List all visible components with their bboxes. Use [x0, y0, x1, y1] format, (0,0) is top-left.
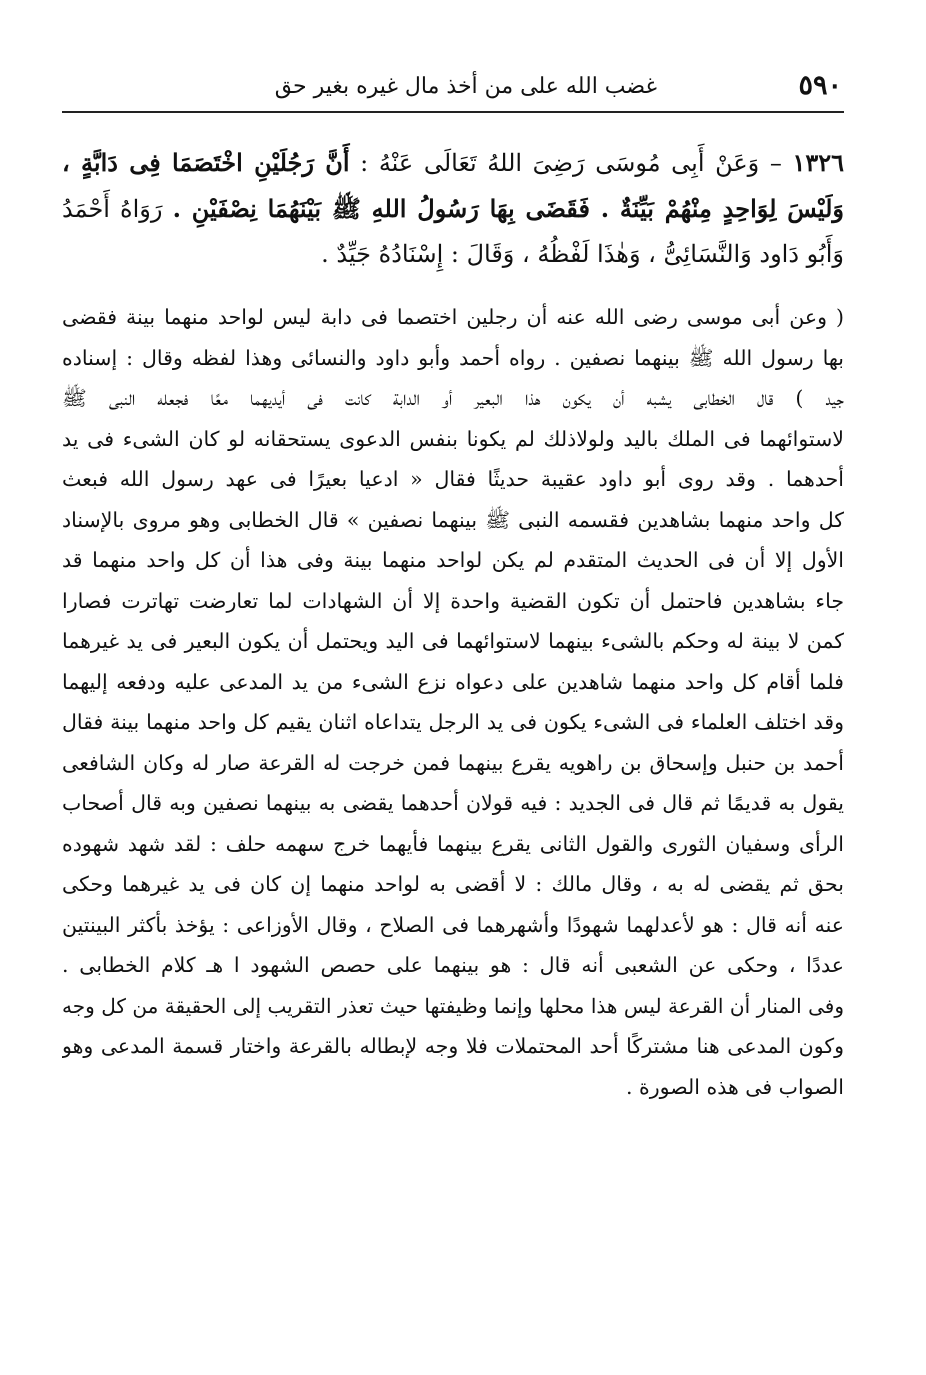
commentary-line: عددًا ، وحكى عن الشعبى أنه قال : هو بينهما على حصص الشهود ا هـ كلام الخطابى .: [62, 953, 844, 977]
commentary-line: فلما أقام كل واحد منهما شاهدين على دعواه نزع الشىء من يد المدعى عليه ودفعه إليهما: [62, 669, 844, 694]
chapter-title: غضب الله على من أخذ مال غيره بغير حق: [274, 74, 657, 99]
commentary-line: يقول به قديمًا ثم قال فى الجديد : فيه قولان أحدهما يقضى به بينهما نصفين وبه قال أصحاب: [62, 791, 844, 815]
page-number: ٥٩٠: [798, 70, 842, 101]
commentary-line: وقد اختلف العلماء فى الشىء يكون فى يد الرجل يتداعاه اثنان يقيم كل واحد منهما بينة فقال: [62, 710, 844, 734]
commentary-line: جاء بشاهدين فاحتمل أن تكون القضية واحدة إلا أن الشهادات لما تعارضت تهاترت فصارا: [62, 588, 844, 613]
hadith-number: ١٣٢٦: [792, 148, 844, 177]
commentary-line: الأول إلا أن فى الحديث المتقدم لم يكن لواحد منهما بينة وفى هذا أن كل واحد منهما قد: [62, 548, 844, 572]
commentary-line: الصواب فى هذه الصورة .: [625, 1074, 844, 1099]
hadith-matn: أَنَّ رَجُلَيْنِ اخْتَصَمَا فِى دَابَّةٍ ، وَلَيْسَ لِوَاحِدٍ مِنْهُمْ بَيِّنَةٌ . فَقَضَى بِهَا رَسُولُ اللهِ ﷺ بَيْنَهُمَا نِصْفَيْنِ .: [62, 148, 845, 223]
commentary-line: ( وعن أبى موسى رضى الله عنه أن رجلين اختصما فى دابة ليس لواحد منهما بينة فقضى: [62, 305, 844, 329]
commentary-line: لاستوائهما فى الملك باليد ولولاذلك لم يكونا بنفس الدعوى يستحقانه لو كان الشىء فى يد: [62, 426, 844, 451]
running-header: [62, 68, 842, 108]
commentary-line: كمن لا بينة له وحكم بالشىء بينهما لاستوائهما فى اليد ويحتمل أن يكون البعير فى يد غيرهما: [62, 629, 844, 653]
hadith-takhrij: رَوَاهُ أَحْمَدُ وَأَبُو دَاود وَالنَّسَائِىُّ ، وَهٰذَا لَفْظُهُ ، وَقَالَ : إِسْنَادُهُ جَيِّدٌ .: [62, 195, 844, 268]
commentary-line: بحق ثم يقضى له به ، وقال مالك : لا أقضى به لواحد منهما إن كان فى يد غيرهما وحكى: [62, 872, 844, 896]
hadith-isnad: وَعَنْ أَبِى مُوسَى رَضِىَ اللهُ تَعَالَى عَنْهُ :: [349, 149, 760, 177]
header-divider: [62, 111, 844, 113]
commentary-line: وفى المنار أن القرعة ليس هذا محلها وإنما وظيفتها حيث تعذر التقريب إلى الحقيقة من كل وجه: [62, 993, 844, 1018]
commentary-line: وكون المدعى هنا مشتركًا أحد المحتملات فلا وجه لإبطاله بالقرعة واختار قسمة المدعى وهو: [62, 1034, 844, 1058]
commentary-line: أحمد بن حنبل وإسحاق بن راهويه يقرع بينهما فمن خرجت له القرعة صار له وكان الشافعى: [62, 750, 844, 775]
commentary-line: عنه أنه قال : هو لأعدلهما شهودًا وأشهرهما فى الصلاح ، وقال الأوزاعى : يؤخذ بأكثر البينتين: [62, 912, 844, 937]
commentary-line: كل واحد منهما بشاهدين فقسمه النبى ﷺ بينهما نصفين » قال الخطابى وهو مروى بالإسناد: [62, 507, 844, 532]
commentary-line: جيد ) قال الخطابى يشبه أن يكون هذا البعير أو الدابة كانت فى أيديهما معًا فجعله النبى ﷺ: [62, 386, 844, 410]
commentary-line: الرأى وسفيان الثورى والقول الثانى يقرع بينهما فأيهما خرج سهمه حلف : لقد شهد شهوده: [62, 831, 844, 856]
commentary-line: بها رسول الله ﷺ بينهما نصفين . رواه أحمد وأبو داود والنسائى وهذا لفظه وقال : إسناده: [62, 345, 844, 370]
commentary-text: [62, 297, 844, 1107]
hadith-dash: –: [759, 149, 793, 177]
commentary-line: أحدهما . وقد روى أبو داود عقيبة حديثًا فقال « ادعيا بعيرًا فى عهد رسول الله فبعث: [62, 467, 844, 491]
hadith-text: [62, 140, 844, 277]
